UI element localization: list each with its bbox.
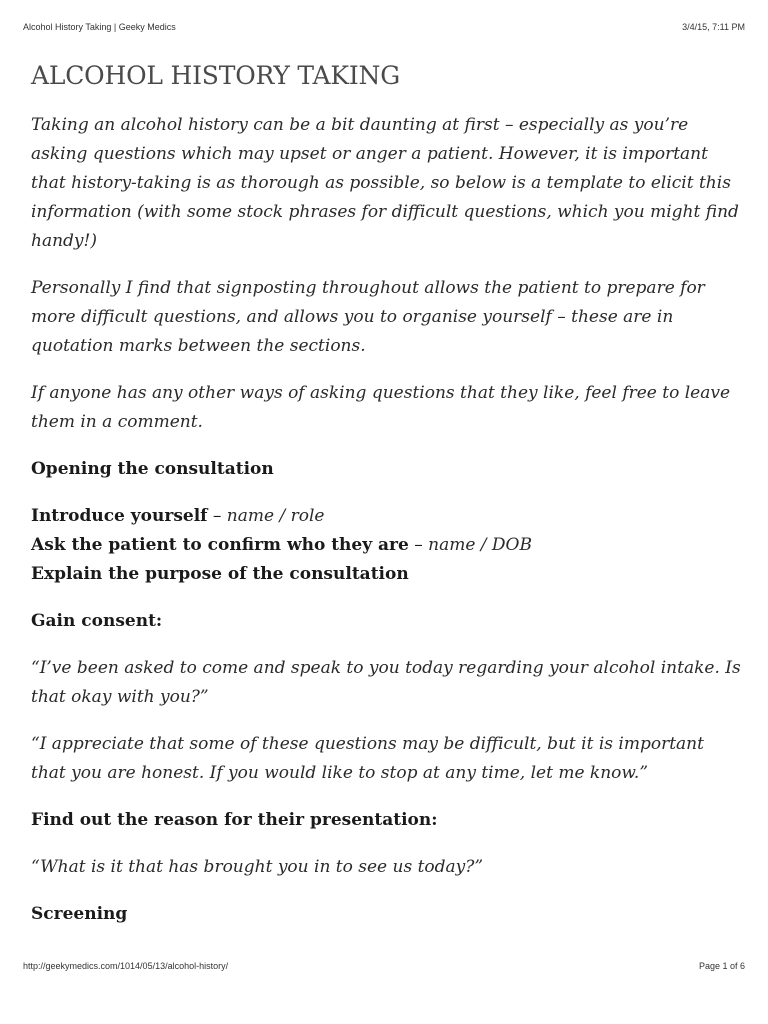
opening-heading: Opening the consultation — [31, 458, 274, 479]
comment-invite-paragraph: If anyone has any other ways of asking questions that they like, feel free to leave them in a comment. — [31, 382, 731, 432]
print-footer-url: http://geekymedics.com/1014/05/13/alcohol-history/ — [23, 961, 229, 971]
confirm-identity-separator: – — [408, 534, 429, 555]
presentation-quote: “What is it that has brought you in to see us today?” — [31, 856, 484, 877]
print-header-datetime: 3/4/15, 7:11 PM — [682, 22, 745, 32]
article-content — [31, 60, 743, 947]
confirm-identity-detail: name / DOB — [428, 534, 532, 555]
explain-purpose-line — [31, 560, 743, 589]
introduce-yourself-line — [31, 502, 743, 531]
consent-heading: Gain consent: — [31, 610, 163, 631]
screening-heading: Screening — [31, 903, 128, 924]
page-title: ALCOHOL HISTORY TAKING — [31, 61, 400, 90]
introduce-yourself-detail: name / role — [226, 505, 325, 526]
intro-paragraph: Taking an alcohol history can be a bit daunting at first – especially as you’re asking questions which may upset or anger a patient. However, it is important that history-taking is as thorough as possible, so below is a template to elicit this information (with some stock phrases for difficult questions, which you might find handy!) — [31, 114, 739, 251]
explain-purpose-label: Explain the purpose of the consultation — [31, 563, 409, 584]
confirm-identity-line — [31, 531, 743, 560]
introduce-yourself-label: Introduce yourself — [31, 505, 208, 526]
print-footer-page-number: Page 1 of 6 — [698, 961, 745, 971]
print-header-title: Alcohol History Taking | Geeky Medics — [23, 22, 176, 32]
consent-quote-2: “I appreciate that some of these questions may be difficult, but it is important that you are honest. If you would like to stop at any time, let me know.” — [31, 733, 704, 783]
consent-quote-1: “I’ve been asked to come and speak to you today regarding your alcohol intake. Is that okay with you?” — [31, 657, 741, 707]
opening-steps — [31, 502, 743, 589]
presentation-heading: Find out the reason for their presentation: — [31, 809, 438, 830]
introduce-yourself-separator: – — [207, 505, 227, 526]
confirm-identity-label: Ask the patient to confirm who they are — [31, 534, 409, 555]
signposting-paragraph: Personally I find that signposting throughout allows the patient to prepare for more difficult questions, and allows you to organise yourself – these are in quotation marks between the sections. — [31, 277, 705, 356]
